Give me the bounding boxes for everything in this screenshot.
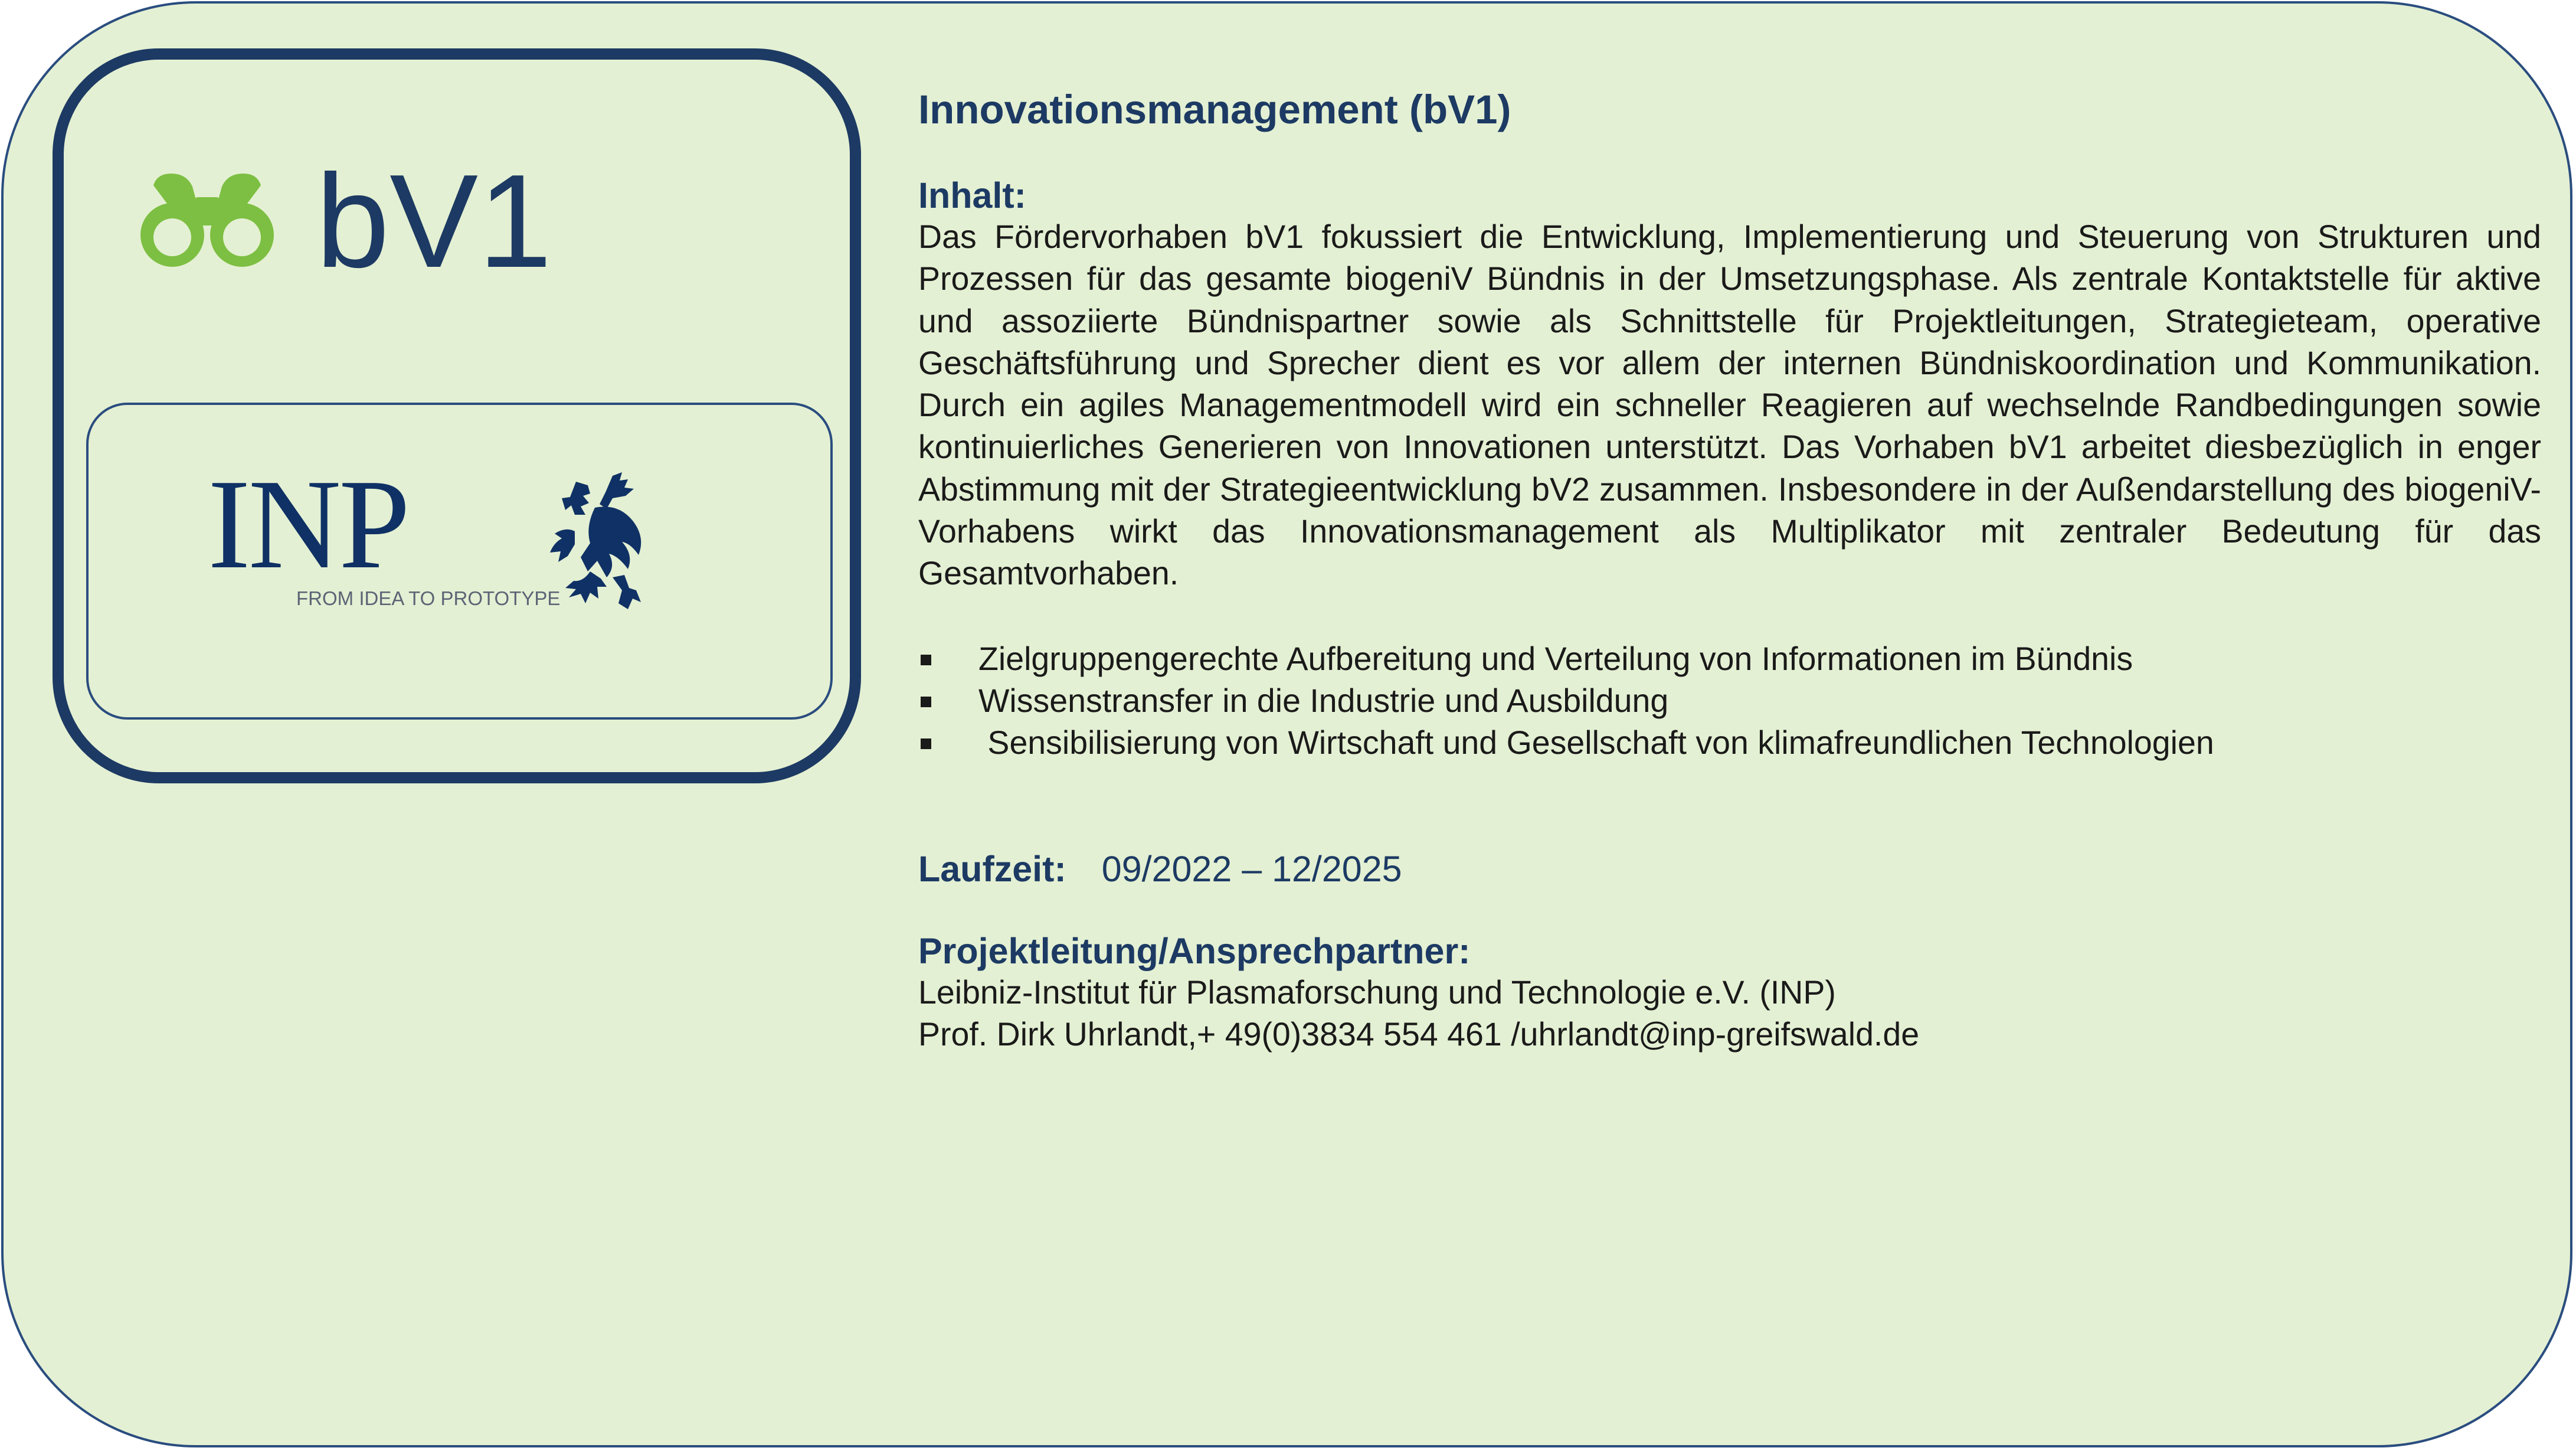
inp-logo-wordmark: INP (208, 453, 408, 596)
runtime-row (918, 845, 2541, 893)
list-item (918, 722, 2541, 764)
project-description: Das Fördervorhaben bV1 fokussiert die Entwicklung, Implementierung und Steuerung von Strukturen und Prozessen für das gesamte biogeniV Bündnis in der Umsetzungsphase. Als zentrale Kontaktstelle für aktive und assoziierte Bündnispartner sowie als Schnittstelle für Projektleitungen, Strategieteam, operative Geschäftsführung und Sprecher dient es vor allem der internen Bündniskoordination und Kommunikation. Durch ein agiles Managementmodell wird ein schneller Reagieren auf wechselnde Randbedingungen sowie kontinuierliches Generieren von Innovationen unterstützt. Das Vorhaben bV1 arbeitet diesbezüglich in enger Abstimmung mit der Strategieentwicklung bV2 zusammen. Insbesondere in der Außendarstellung des biogeniV-Vorhabens wirkt das Innovationsmanagement als Multiplikator mit zentraler Bedeutung für das Gesamtvorhaben. (918, 218, 2541, 592)
binoculars-icon (137, 171, 277, 267)
project-code: bV1 (316, 146, 552, 295)
contact-person: Prof. Dirk Uhrlandt,+ 49(0)3834 554 461 /uhrlandt@inp-greifswald.de (918, 1015, 1920, 1053)
contact-heading: Projektleitung/Ansprechpartner: (918, 930, 1471, 971)
runtime-label: Laufzeit: (918, 848, 1066, 889)
bullet-square-icon (921, 697, 931, 707)
bullet-square-icon (921, 738, 931, 749)
goal-text: Sensibilisierung von Wirtschaft und Gesellschaft von klimafreundlichen Technologien (978, 724, 2214, 761)
content-heading: Inhalt: (918, 175, 1026, 215)
institute-name: Leibniz-Institut für Plasmaforschung und Technologie e.V. (INP) (918, 973, 1836, 1011)
bullet-square-icon (921, 655, 931, 665)
project-title: Innovationsmanagement (bV1) (918, 87, 1511, 132)
list-item (918, 638, 2541, 680)
list-item (918, 680, 2541, 722)
project-details (918, 83, 2541, 1055)
goal-text: Wissenstransfer in die Industrie und Ausbildung (978, 682, 1669, 719)
goal-list (918, 638, 2541, 764)
runtime-value: 09/2022 – 12/2025 (1101, 848, 1402, 889)
inp-logo-tagline: FROM IDEA TO PROTOTYPE (296, 587, 561, 609)
goal-text: Zielgruppengerechte Aufbereitung und Verteilung von Informationen im Bündnis (978, 640, 2133, 677)
logo-box (86, 403, 833, 720)
